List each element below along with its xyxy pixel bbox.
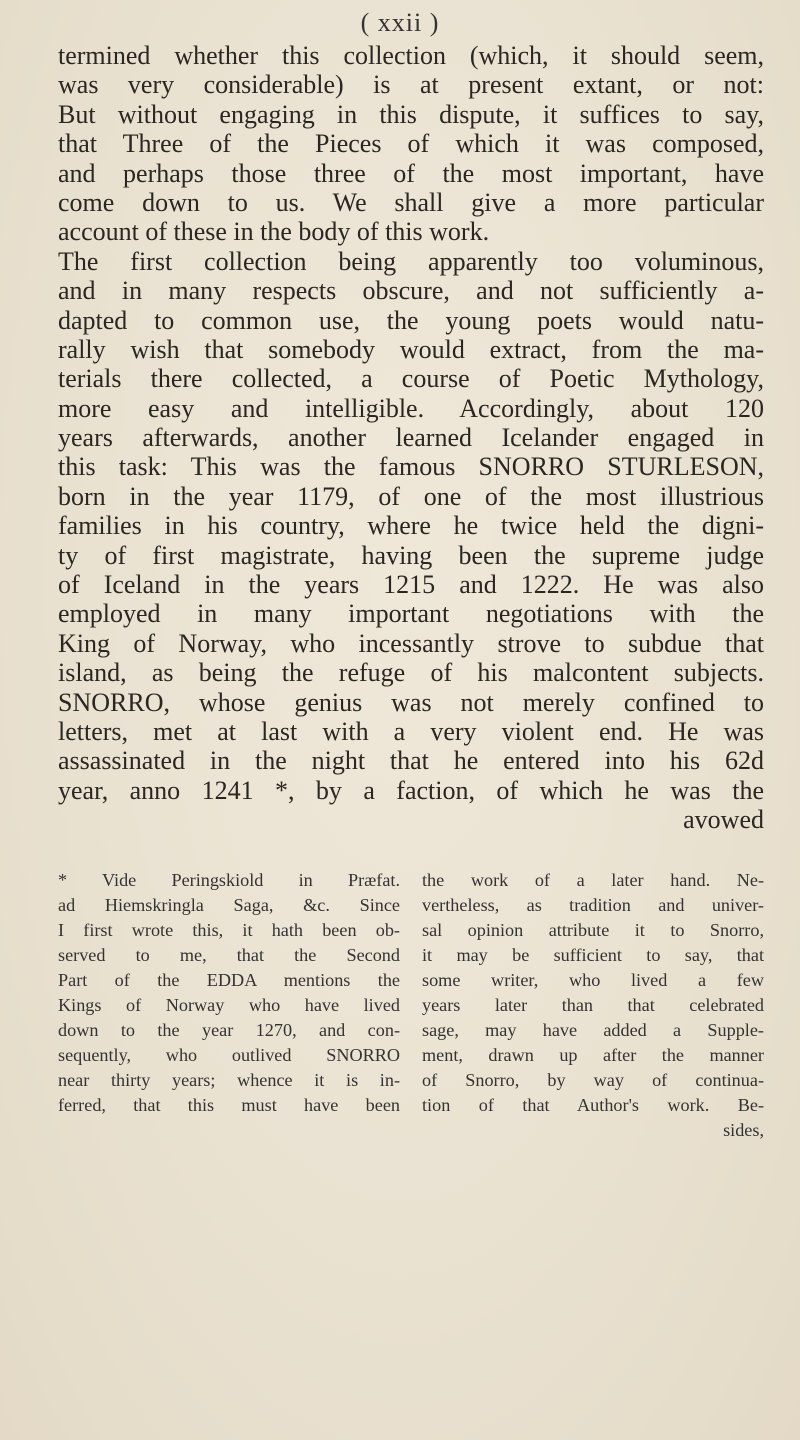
text-line: of Iceland in the years 1215 and 1222. He was also <box>58 570 764 600</box>
text-line: terials there collected, a course of Poetic Mythology, <box>58 364 764 394</box>
text-line: year, anno 1241 *, by a faction, of which he was the <box>58 775 764 805</box>
text-line: dapted to common use, the young poets would natu- <box>58 305 764 335</box>
text-line: termined whether this collection (which, it should seem, <box>58 41 764 70</box>
footnote-line: down to the year 1270, and con- <box>58 1020 400 1040</box>
footnote-line: Part of the EDDA mentions the <box>58 970 400 990</box>
text-line: this task: This was the famous SNORRO STURLESON, <box>58 452 764 482</box>
text-line: and perhaps those three of the most important, have <box>58 158 764 188</box>
footnote-line: served to me, that the Second <box>58 945 400 965</box>
text-line: account of these in the body of this work. <box>58 217 490 247</box>
text-line: more easy and intelligible. Accordingly, about 120 <box>58 393 764 423</box>
footnote-line: * Vide Peringskiold in Præfat. <box>58 870 400 890</box>
text-line: ty of first magistrate, having been the supreme judge <box>58 540 764 570</box>
text-line: that Three of the Pieces of which it was composed, <box>58 129 764 159</box>
footnote-line: of Snorro, by way of continua- <box>422 1070 764 1090</box>
text-line: letters, met at last with a very violent end. He was <box>58 716 764 746</box>
footnote-line: sage, may have added a Supple- <box>422 1020 764 1040</box>
footnote-line: sequently, who outlived SNORRO <box>58 1045 400 1065</box>
text-line: families in his country, where he twice held the digni- <box>58 511 764 541</box>
text-line: assassinated in the night that he entered into his 62d <box>58 746 764 776</box>
footnote-line: the work of a later hand. Ne- <box>422 870 764 890</box>
text-line: King of Norway, who incessantly strove to subdue that <box>58 628 764 658</box>
text-line: and in many respects obscure, and not sufficiently a- <box>58 276 764 306</box>
text-line: was very considerable) is at present extant, or not: <box>58 70 764 100</box>
text-line: island, as being the refuge of his malcontent subjects. <box>58 658 764 688</box>
footnotes <box>58 868 764 1143</box>
main-text <box>58 41 764 835</box>
footnote-line: ad Hiemskringla Saga, &c. Since <box>58 895 400 915</box>
text-line: born in the year 1179, of one of the most illustrious <box>58 481 764 511</box>
text-line: The first collection being apparently too voluminous, <box>58 246 764 276</box>
footnote-column-right <box>422 868 764 1143</box>
text-line: SNORRO, whose genius was not merely confined to <box>58 687 764 717</box>
footnote-line: Kings of Norway who have lived <box>58 995 400 1015</box>
catchword: avowed <box>683 805 764 835</box>
footnote-line: ment, drawn up after the manner <box>422 1045 764 1065</box>
footnote-line: vertheless, as tradition and univer- <box>422 895 764 915</box>
footnote-line: it may be sufficient to say, that <box>422 945 764 965</box>
text-line: come down to us. We shall give a more particular <box>58 187 764 217</box>
footnote-column-left <box>58 868 400 1143</box>
footnote-line: near thirty years; whence it is in- <box>58 1070 400 1090</box>
text-line: employed in many important negotiations with the <box>58 599 764 629</box>
footnote-line: years later than that celebrated <box>422 995 764 1015</box>
page-header: ( xxii ) <box>360 8 440 37</box>
footnote-line: ferred, that this must have been <box>58 1095 400 1115</box>
footnote-line: sal opinion attribute it to Snorro, <box>422 920 764 940</box>
footnote-line: I first wrote this, it hath been ob- <box>58 920 400 940</box>
text-line: years afterwards, another learned Icelander engaged in <box>58 423 764 453</box>
text-line: rally wish that somebody would extract, from the ma- <box>58 334 764 364</box>
footnote-line: tion of that Author's work. Be- <box>422 1095 764 1115</box>
text-line: But without engaging in this dispute, it suffices to say, <box>58 99 764 129</box>
footnote-line: some writer, who lived a few <box>422 970 764 990</box>
footnote-catchword: sides, <box>723 1120 764 1140</box>
